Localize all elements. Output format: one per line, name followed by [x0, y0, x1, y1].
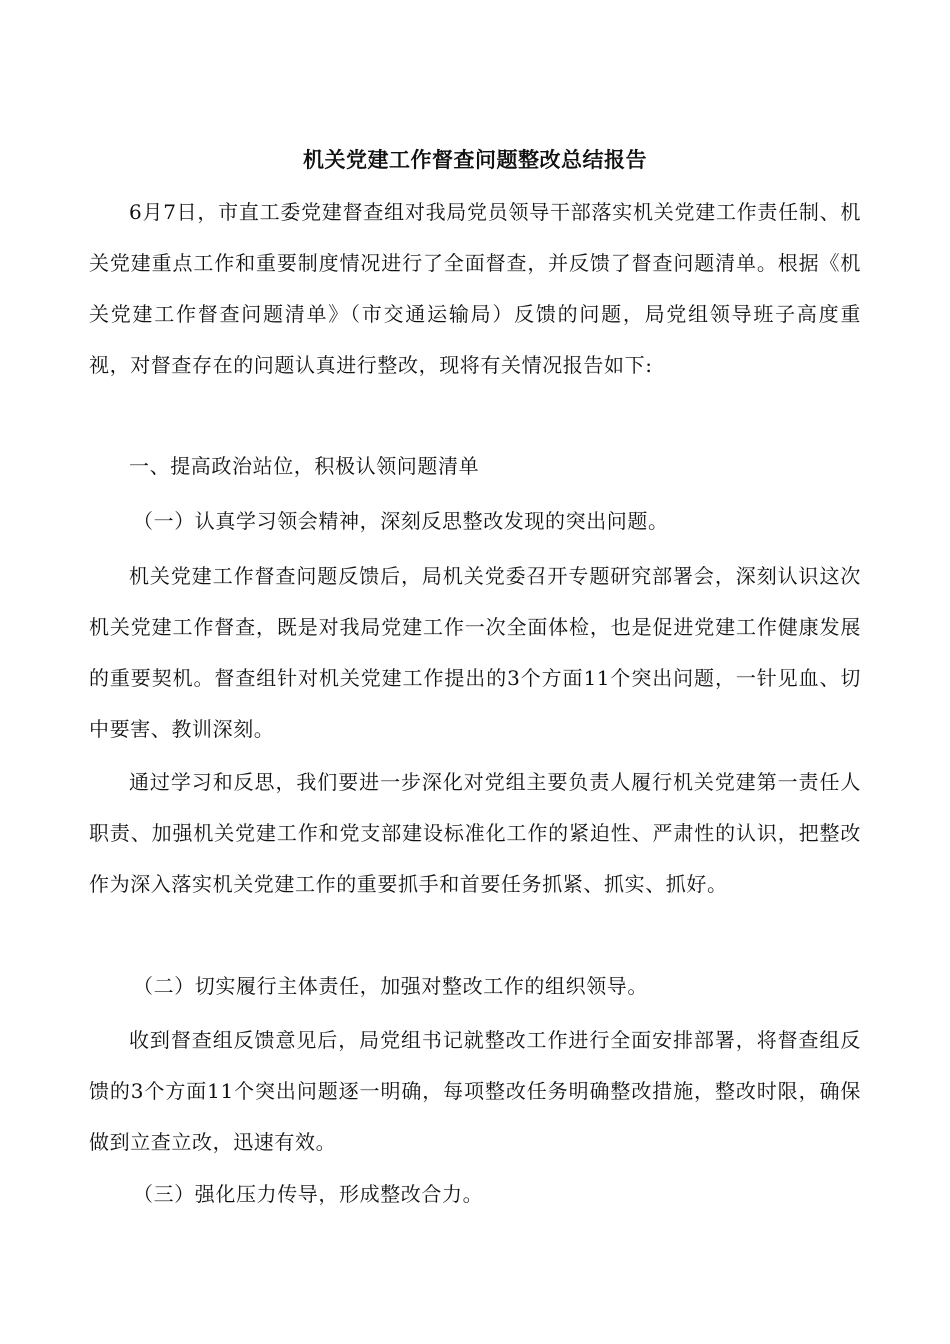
- subsection-1-paragraph-1: 机关党建工作督查问题反馈后，局机关党委召开专题研究部署会，深刻认识这次机关党建工作督查，既是对我局党建工作一次全面体检，也是促进党建工作健康发展的重要契机。督查组针对机关党建工作提出的3个方面11个突出问题，一针见血、切中要害、教训深刻。: [89, 564, 861, 741]
- intro-paragraph: 6月7日，市直工委党建督查组对我局党员领导干部落实机关党建工作责任制、机关党建重点工作和重要制度情况进行了全面督查，并反馈了督查问题清单。根据《机关党建工作督查问题清单》（市交通运输局）反馈的问题，局党组领导班子高度重视，对督查存在的问题认真进行整改，现将有关情况报告如下:: [89, 200, 861, 377]
- subsection-1-paragraph-2: 通过学习和反思，我们要进一步深化对党组主要负责人履行机关党建第一责任人职责、加强机关党建工作和党支部建设标准化工作的紧迫性、严肃性的认识，把整改作为深入落实机关党建工作的重要抓手和首要任务抓紧、抓实、抓好。: [89, 770, 861, 896]
- subsection-heading-1: （一）认真学习领会精神，深刻反思整改发现的突出问题。: [133, 509, 669, 533]
- document-title: 机关党建工作督查问题整改总结报告: [303, 147, 647, 172]
- subsection-heading-3: （三）强化压力传导，形成整改合力。: [133, 1182, 484, 1206]
- subsection-heading-2: （二）切实履行主体责任，加强对整改工作的组织领导。: [133, 974, 648, 998]
- subsection-2-paragraph-1: 收到督查组反馈意见后，局党组书记就整改工作进行全面安排部署，将督查组反馈的3个方面11个突出问题逐一明确，每项整改任务明确整改措施，整改时限，确保做到立查立改，迅速有效。: [89, 1028, 861, 1154]
- section-heading-1: 一、提高政治站位，积极认领问题清单: [129, 454, 480, 478]
